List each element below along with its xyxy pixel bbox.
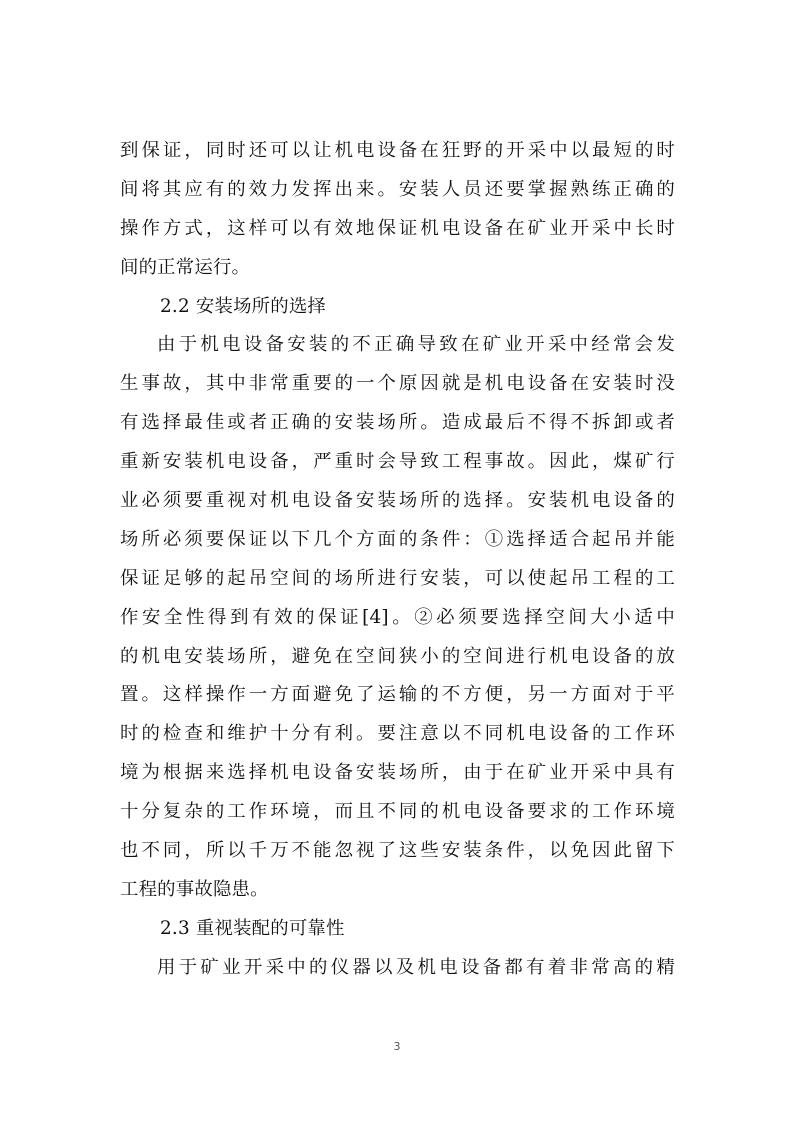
text-line: 境为根据来选择机电设备安装场所，由于在矿业开采中具有	[120, 762, 675, 784]
section-heading-2-2: 2.2 安装场所的选择	[160, 295, 327, 317]
text-line: 重新安装机电设备，严重时会导致工程事故。因此，煤矿行	[120, 451, 675, 473]
text-line: 间的正常运行。	[120, 256, 251, 278]
text-line: 十分复杂的工作环境，而且不同的机电设备要求的工作环境	[120, 801, 675, 823]
text-line: 作安全性得到有效的保证[4]。②必须要选择空间大小适中	[120, 606, 675, 628]
section-2-3-paragraph	[120, 949, 675, 988]
text-line: 由于机电设备安装的不正确导致在矿业开采中经常会发	[157, 334, 675, 356]
continued-paragraph	[120, 132, 675, 288]
text-line: 场所必须要保证以下几个方面的条件：①选择适合起吊并能	[120, 528, 675, 550]
page-number: 3	[393, 1040, 401, 1053]
text-line: 生事故，其中非常重要的一个原因就是机电设备在安装时没	[120, 373, 675, 395]
section-heading-2-3: 2.3 重视装配的可靠性	[160, 917, 345, 939]
page-content	[120, 132, 675, 988]
text-line: 的机电安装场所，避免在空间狭小的空间进行机电设备的放	[120, 645, 675, 667]
text-line: 也不同，所以千万不能忽视了这些安装条件，以免因此留下	[120, 840, 675, 862]
text-line: 业必须要重视对机电设备安装场所的选择。安装机电设备的	[120, 490, 675, 512]
section-2-2-paragraph	[120, 326, 675, 909]
text-line: 工程的事故隐患。	[120, 878, 269, 900]
text-line: 有选择最佳或者正确的安装场所。造成最后不得不拆卸或者	[120, 412, 675, 434]
text-line: 到保证，同时还可以让机电设备在狂野的开采中以最短的时	[120, 140, 675, 161]
text-line: 置。这样操作一方面避免了运输的不方便，另一方面对于平	[120, 684, 675, 706]
text-line: 操作方式，这样可以有效地保证机电设备在矿业开采中长时	[120, 217, 675, 239]
text-line: 时的检查和维护十分有利。要注意以不同机电设备的工作环	[120, 723, 675, 745]
text-line: 间将其应有的效力发挥出来。安装人员还要掌握熟练正确的	[120, 178, 675, 200]
text-line: 用于矿业开采中的仪器以及机电设备都有着非常高的精	[157, 956, 675, 978]
text-line: 保证足够的起吊空间的场所进行安装，可以使起吊工程的工	[120, 567, 675, 589]
